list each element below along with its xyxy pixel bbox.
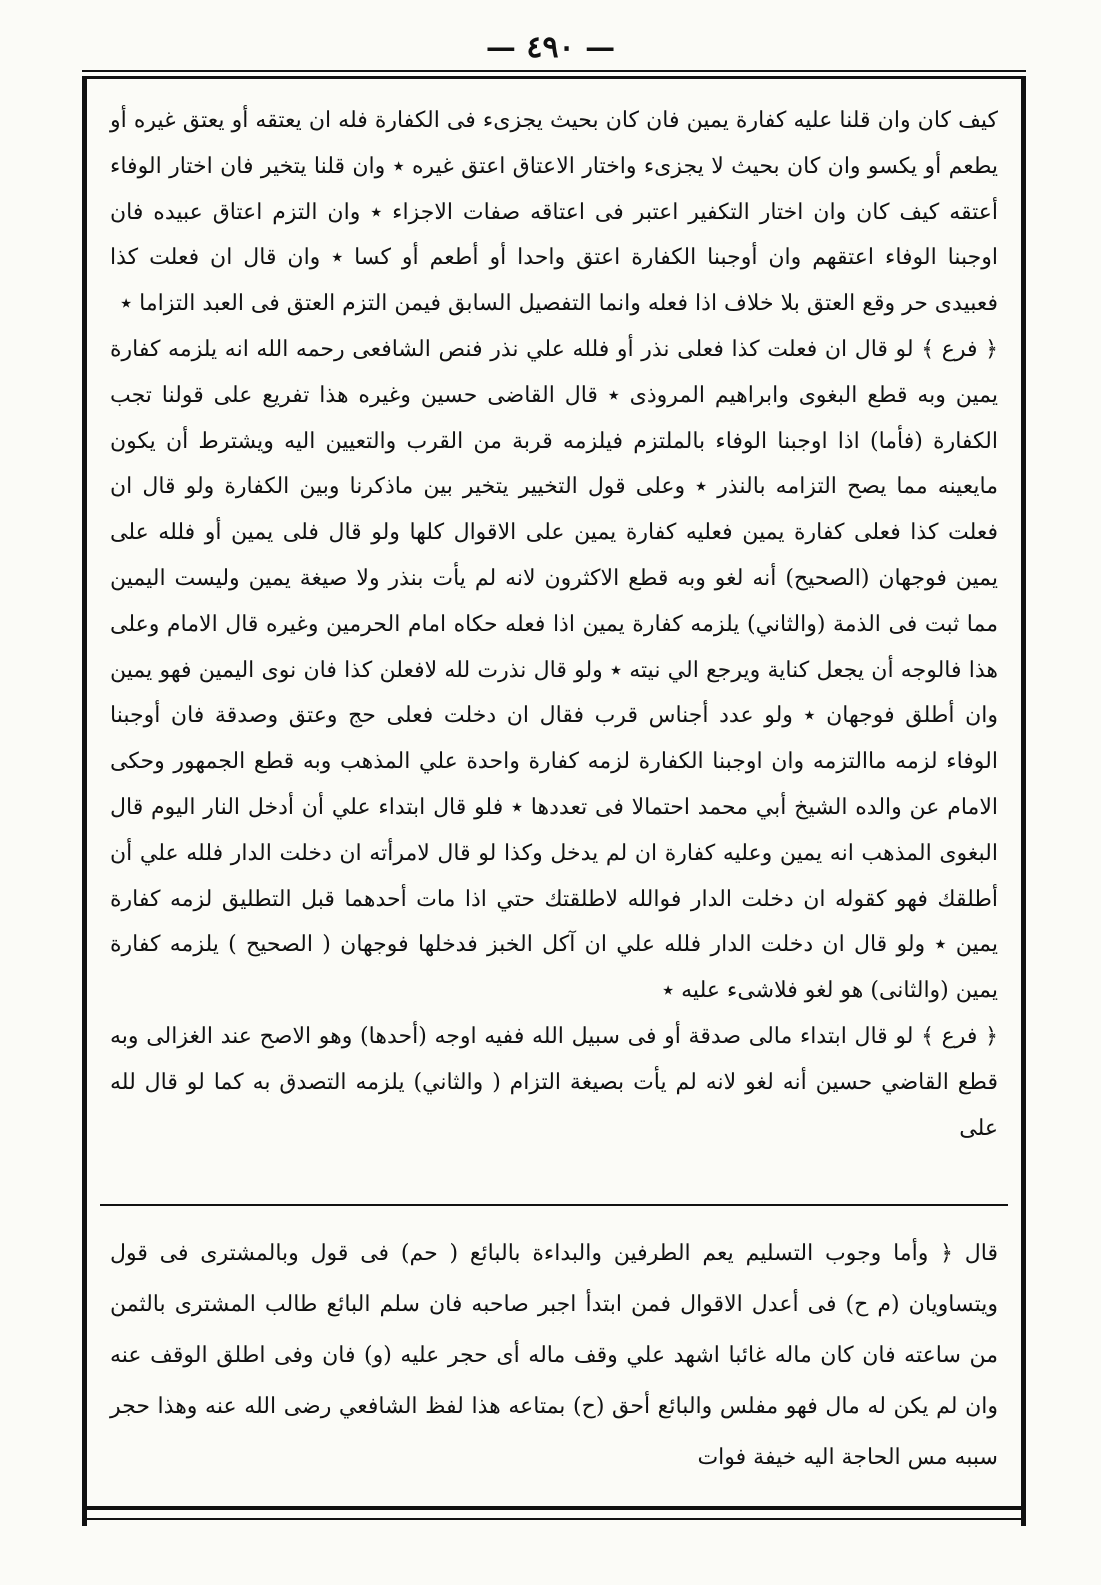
frame-top-rule [82, 70, 1026, 72]
section-divider [100, 1204, 1008, 1206]
main-text-block [110, 98, 998, 1151]
page-number: — ٤٩٠ — [485, 30, 616, 65]
commentary-text-block [110, 1228, 998, 1483]
main-paragraph: كيف كان وان قلنا عليه كفارة يمين فان كان بحيث يجزىء فى الكفارة فله ان يعتقه أو يعتق غيره أو يطعم أو يكسو وان كان بحيث لا يجزىء واختار الاعتاق اعتق غيره ٭ وان قلنا يتخير فان اختار الوفاء أعتقه كيف كان وان اختار التكفير اعتبر فى اعتاقه صفات الاجزاء ٭ وان التزم اعتاق عبيده فان اوجبنا الوفاء اعتقهم وان أوجبنا الكفارة اعتق واحدا أو أطعم أو كسا ٭ وان قال ان فعلت كذا فعبيدى حر وقع العتق بلا خلاف اذا فعله وانما التفصيل السابق فيمن التزم العتق فى العبد التزاما ٭ [110, 108, 998, 317]
main-paragraph: ﴿ فرع ﴾ لو قال ابتداء مالى صدقة أو فى سبيل الله ففيه اوجه (أحدها) وهو الاصح عند الغزالى وبه قطع القاضي حسين أنه لغو لانه لم يأت بصيغة التزام ( والثاني) يلزمه التصدق به كما لو قال لله على [110, 1023, 998, 1141]
commentary-paragraph: قال ﴿ وأما وجوب التسليم يعم الطرفين والبداءة بالبائع ( حم) فى قول وبالمشترى فى قول ويتساويان (م ح) فى أعدل الاقوال فمن ابتدأ اجبر صاحبه فان سلم البائع طالب المشترى بالثمن من ساعته فان كان ماله غائبا اشهد علي وقف ماله أى حجر عليه (و) فان وفى اطلق الوقف عنه وان لم يكن له مال فهو مفلس والبائع أحق (ح) بمتاعه هذا لفظ الشافعي رضى الله عنه وهذا حجر سببه مس الحاجة اليه خيفة فوات [110, 1241, 998, 1470]
frame-bottom-rule [82, 1506, 1026, 1520]
main-paragraph: ﴿ فرع ﴾ لو قال ان فعلت كذا فعلى نذر أو فلله علي نذر فنص الشافعى رحمه الله انه يلزمه كفارة يمين وبه قطع البغوى وابراهيم المروذى ٭ قال القاضى حسين وغيره هذا تفريع على قولنا تجب الكفارة (فأما) اذا اوجبنا الوفاء بالملتزم فيلزمه قربة من القرب والتعيين اليه ويشترط أن يكون مايعينه مما يصح التزامه بالنذر ٭ وعلى قول التخيير يتخير بين ماذكرنا وبين الكفارة ولو قال ان فعلت كذا فعلى كفارة يمين فعليه كفارة يمين على الاقوال كلها ولو قال فلى يمين أو فلله على يمين فوجهان (الصحيح) أنه لغو وبه قطع الاكثرون لانه لم يأت بنذر ولا صيغة يمين وليست اليمين مما ثبت فى الذمة (والثاني) يلزمه كفارة يمين اذا فعله حكاه امام الحرمين وغيره قال الامام وعلى هذا فالوجه أن يجعل كناية ويرجع الي نيته ٭ ولو قال نذرت لله لافعلن كذا فان نوى اليمين فهو يمين وان أطلق فوجهان ٭ ولو عدد أجناس قرب فقال ان دخلت فعلى حج وعتق وصدقة فان أوجبنا الوفاء لزمه ماالتزمه وان اوجبنا الكفارة لزمه كفارة واحدة علي المذهب وبه قطع الجمهور وحكى الامام عن والده الشيخ أبي محمد احتمالا فى تعددها ٭ فلو قال ابتداء علي أن أدخل النار اليوم قال البغوى المذهب انه يمين وعليه كفارة ان لم يدخل وكذا لو قال لامرأته ان دخلت الدار فلله علي أن أطلقك فهو كقوله ان دخلت الدار فوالله لاطلقتك حتي اذا مات أحدهما قبل التطليق لزمه كفارة يمين ٭ ولو قال ان دخلت الدار فلله علي ان آكل الخبز فدخلها فوجهان ( الصحيح ) يلزمه كفارة يمين (والثانى) هو لغو فلاشىء عليه ٭ [110, 336, 998, 1004]
